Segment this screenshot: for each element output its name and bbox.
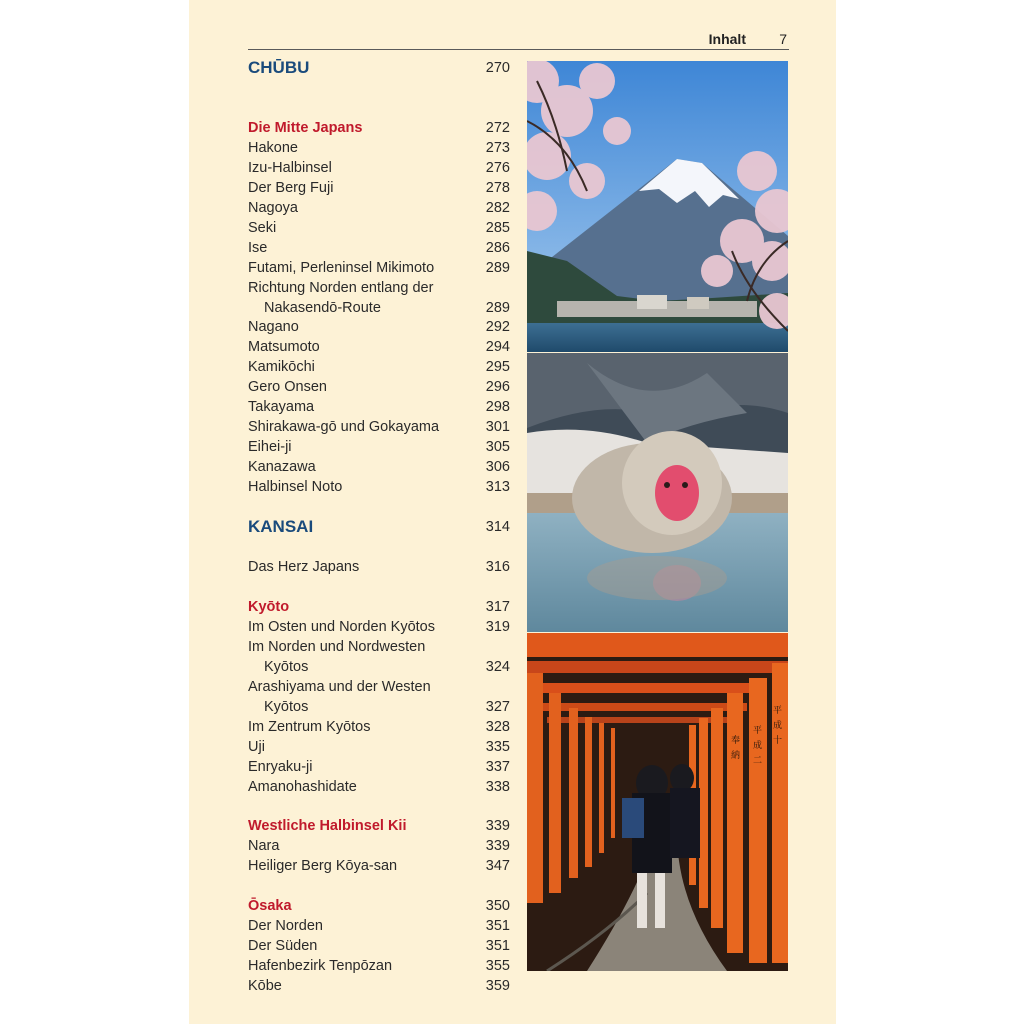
toc-entry (248, 298, 510, 318)
toc-section-heading (248, 816, 510, 836)
toc-page-number: 272 (485, 119, 510, 136)
toc-entry (248, 677, 510, 697)
toc-title: Heiliger Berg Kōya-san (248, 858, 398, 875)
toc-entry (248, 657, 510, 677)
photo-mount-fuji (527, 61, 788, 352)
toc-page-number: 298 (485, 399, 510, 416)
toc-title: Takayama (248, 399, 315, 416)
toc-title: Im Zentrum Kyōtos (248, 718, 371, 735)
toc-title: Halbinsel Noto (248, 479, 343, 496)
toc-entry (248, 238, 510, 258)
toc-title: Nagano (248, 319, 299, 336)
toc-title: Nakasendō-Route (264, 299, 381, 316)
toc-entry (248, 437, 510, 457)
toc-title: Futami, Perleninsel Mikimoto (248, 259, 435, 276)
toc-title: Richtung Norden entlang der (248, 279, 434, 296)
toc-page-number: 292 (485, 319, 510, 336)
svg-text:十: 十 (773, 736, 783, 746)
toc-page-number: 305 (485, 439, 510, 456)
toc-page-number: 282 (485, 199, 510, 216)
toc-page-number: 286 (485, 239, 510, 256)
toc-entry (248, 158, 510, 178)
toc-title: Arashiyama und der Westen (248, 678, 431, 695)
running-header (248, 29, 789, 50)
toc-entry (248, 856, 510, 876)
toc-entry (248, 737, 510, 757)
toc-title: Kyōto (248, 598, 290, 615)
toc-title: CHŪBU (248, 58, 310, 77)
toc-entry (248, 916, 510, 936)
svg-text:納: 納 (731, 751, 741, 761)
toc-page-number: 337 (485, 758, 510, 775)
toc-section-heading (248, 118, 510, 138)
toc-entry (248, 198, 510, 218)
toc-page-number: 339 (485, 838, 510, 855)
toc-entry (248, 377, 510, 397)
toc-section-heading (248, 896, 510, 916)
toc-page-number: 306 (485, 459, 510, 476)
svg-text:平: 平 (773, 706, 783, 716)
toc-entry (248, 178, 510, 198)
toc-title: Izu-Halbinsel (248, 159, 332, 176)
toc-region-heading (248, 517, 510, 537)
toc-entry (248, 397, 510, 417)
toc-entry (248, 637, 510, 657)
toc-page-number: 355 (485, 958, 510, 975)
toc-region-heading (248, 58, 510, 78)
toc-page-number: 335 (485, 738, 510, 755)
toc-page-number: 347 (485, 858, 510, 875)
toc-title: Ise (248, 239, 268, 256)
toc-title: Ōsaka (248, 898, 292, 915)
toc-page-number: 285 (485, 219, 510, 236)
toc-title: Kōbe (248, 978, 282, 995)
svg-text:奉: 奉 (731, 736, 741, 746)
toc-title: KANSAI (248, 517, 314, 537)
toc-title: Kamikōchi (248, 359, 315, 376)
toc-entry (248, 976, 510, 996)
toc-title: Im Osten und Norden Kyōtos (248, 618, 435, 635)
toc-entry (248, 457, 510, 477)
toc-title: Der Norden (248, 918, 323, 935)
toc-title: Gero Onsen (248, 379, 327, 396)
toc-title: Eihei-ji (248, 439, 292, 456)
toc-page-number: 339 (485, 818, 510, 835)
toc-entry (248, 417, 510, 437)
toc-page-number: 351 (485, 938, 510, 955)
svg-text:平: 平 (753, 726, 763, 736)
toc-section-heading (248, 597, 510, 617)
toc-page-number: 327 (485, 698, 510, 715)
toc-title: Kyōtos (264, 658, 309, 675)
toc-title: Das Herz Japans (248, 559, 360, 575)
toc-title: Matsumoto (248, 339, 320, 356)
toc-entry (248, 317, 510, 337)
toc-page-number: 295 (485, 359, 510, 376)
toc-entry (248, 617, 510, 637)
toc-entry (248, 757, 510, 777)
toc-page-number: 351 (485, 918, 510, 935)
toc-page-number: 273 (485, 139, 510, 156)
toc-page-number: 328 (485, 718, 510, 735)
toc-page-number: 338 (485, 778, 510, 795)
toc-title: Seki (248, 219, 277, 236)
toc-page-number: 289 (485, 259, 510, 276)
toc-entry (248, 836, 510, 856)
toc-page-number: 317 (485, 598, 510, 615)
toc-page-number: 270 (485, 60, 510, 76)
toc-page-number: 278 (485, 179, 510, 196)
photo-torii-tunnel (527, 633, 788, 971)
toc-title: Shirakawa-gō und Gokayama (248, 419, 440, 436)
toc-entry (248, 357, 510, 377)
toc-entry (248, 337, 510, 357)
toc-page-number: 350 (485, 898, 510, 915)
toc-page-number: 276 (485, 159, 510, 176)
photo-snow-monkey (527, 353, 788, 632)
svg-text:成: 成 (753, 741, 763, 751)
toc-entry (248, 777, 510, 797)
toc-title: Nagoya (248, 199, 298, 216)
header-page-number: 7 (779, 31, 787, 47)
toc-title: Kanazawa (248, 459, 316, 476)
toc-title: Kyōtos (264, 698, 309, 715)
toc-entry (248, 138, 510, 158)
toc-entry (248, 956, 510, 976)
toc-title: Im Norden und Nordwesten (248, 638, 426, 655)
toc-entry (248, 717, 510, 737)
toc-page-number: 316 (485, 559, 510, 575)
toc-page-number: 289 (485, 299, 510, 316)
toc-entry (248, 278, 510, 298)
toc-page-number: 301 (485, 419, 510, 436)
toc-entry (248, 218, 510, 238)
toc-title: Uji (248, 738, 265, 755)
toc-title: Enryaku-ji (248, 758, 313, 775)
toc-entry (248, 557, 510, 577)
toc-entry (248, 697, 510, 717)
toc-entry (248, 477, 510, 497)
toc-page-number: 313 (485, 479, 510, 496)
svg-text:二: 二 (753, 756, 763, 766)
toc-title: Der Berg Fuji (248, 179, 334, 196)
toc-title: Westliche Halbinsel Kii (248, 818, 407, 835)
toc-page-number: 294 (485, 339, 510, 356)
toc-title: Die Mitte Japans (248, 119, 363, 136)
header-title: Inhalt (708, 31, 746, 47)
toc-title: Der Süden (248, 938, 318, 955)
toc-page-number: 324 (485, 658, 510, 675)
toc-page-number: 359 (485, 978, 510, 995)
toc-title: Hafenbezirk Tenpōzan (248, 958, 393, 975)
toc-title: Hakone (248, 139, 298, 156)
toc-entry (248, 936, 510, 956)
toc-entry (248, 258, 510, 278)
svg-text:成: 成 (773, 721, 783, 731)
toc-page-number: 296 (485, 379, 510, 396)
toc-page-number: 319 (485, 618, 510, 635)
toc-title: Nara (248, 838, 280, 855)
toc-page-number: 314 (485, 519, 510, 536)
toc-title: Amanohashidate (248, 778, 357, 795)
